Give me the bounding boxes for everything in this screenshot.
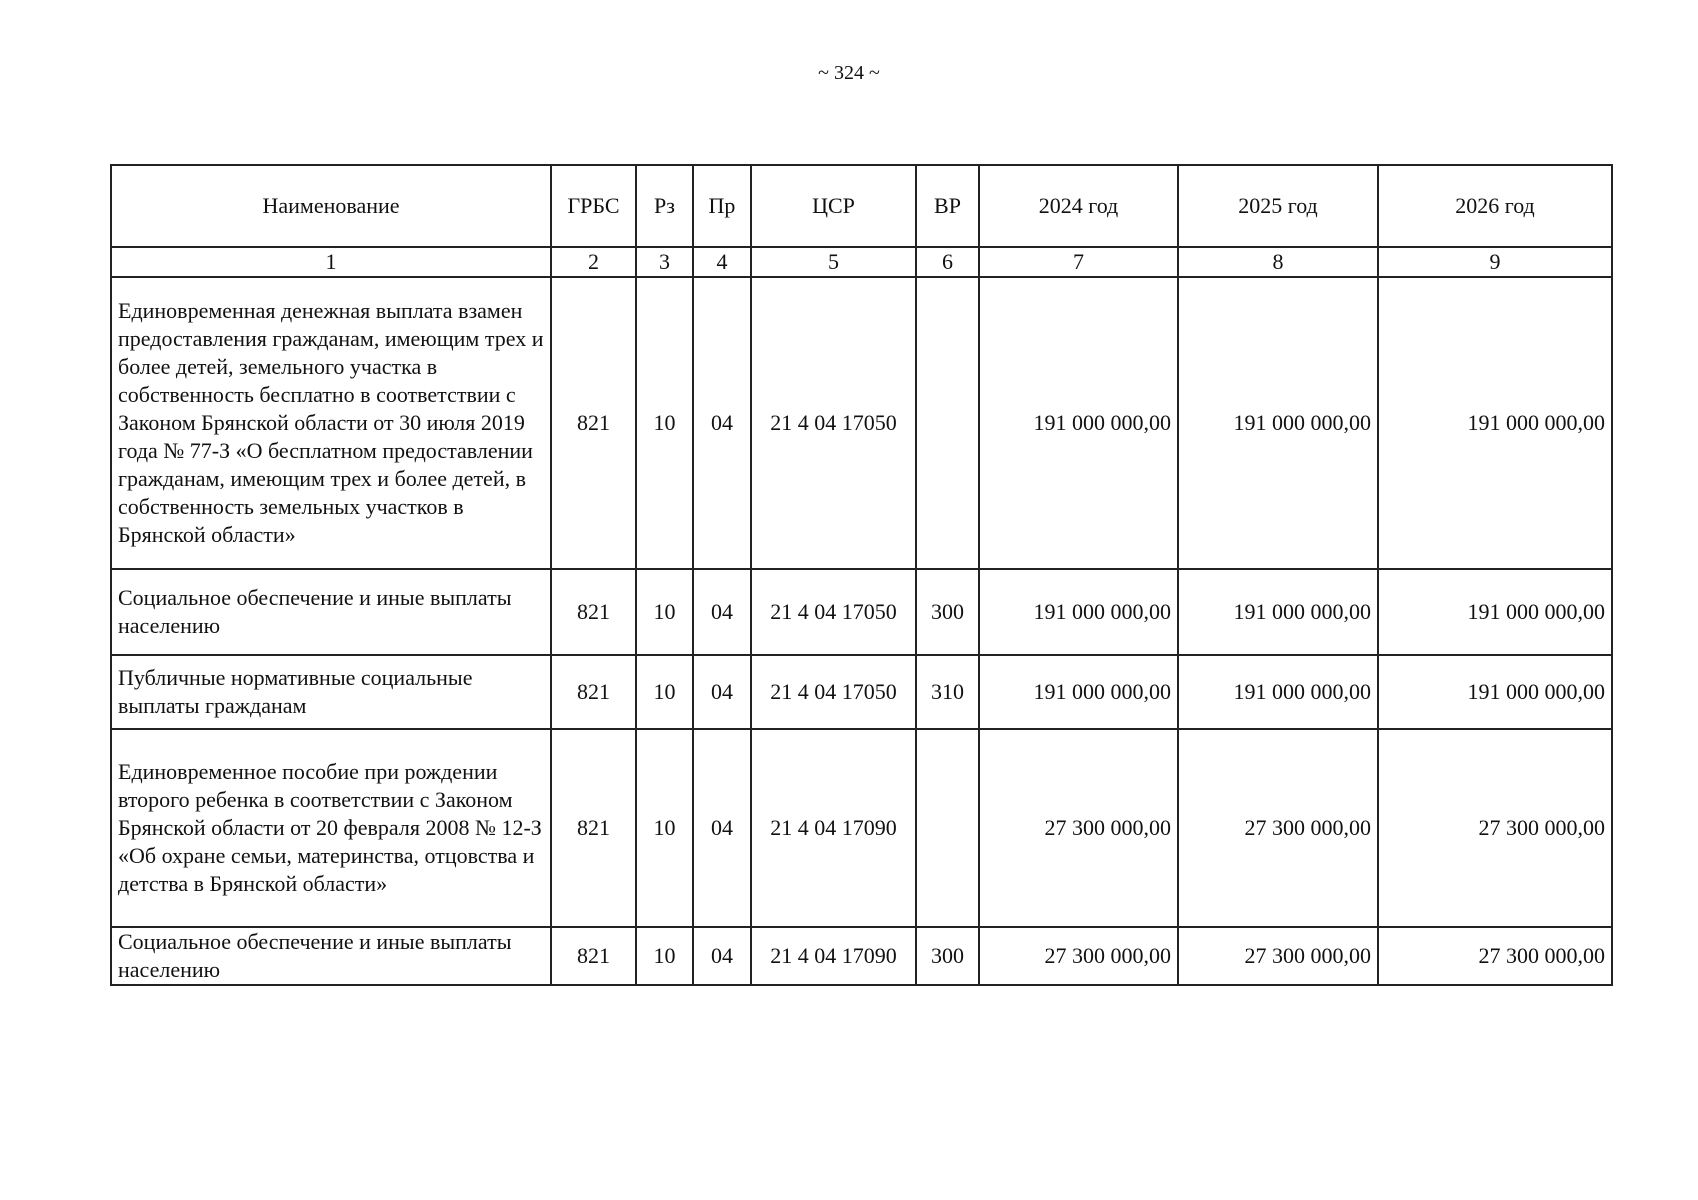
row-name: Публичные нормативные социальные выплаты гражданам bbox=[111, 655, 551, 729]
row-csr: 21 4 04 17050 bbox=[751, 655, 916, 729]
row-vr bbox=[916, 729, 979, 927]
header-grbs: ГРБС bbox=[551, 165, 636, 247]
row-grbs: 821 bbox=[551, 569, 636, 655]
row-pr: 04 bbox=[693, 927, 751, 985]
header-row bbox=[111, 165, 1612, 247]
row-amount-2025: 191 000 000,00 bbox=[1178, 569, 1378, 655]
column-number: 9 bbox=[1378, 247, 1612, 277]
row-name: Социальное обеспечение и иные выплаты населению bbox=[111, 927, 551, 985]
header-name: Наименование bbox=[111, 165, 551, 247]
column-number: 7 bbox=[979, 247, 1178, 277]
row-rz: 10 bbox=[636, 927, 693, 985]
row-rz: 10 bbox=[636, 569, 693, 655]
row-vr bbox=[916, 277, 979, 569]
header-rz: Рз bbox=[636, 165, 693, 247]
row-amount-2026: 191 000 000,00 bbox=[1378, 655, 1612, 729]
table-row bbox=[111, 729, 1612, 927]
header-vr: ВР bbox=[916, 165, 979, 247]
row-amount-2025: 27 300 000,00 bbox=[1178, 927, 1378, 985]
row-amount-2024: 27 300 000,00 bbox=[979, 927, 1178, 985]
row-amount-2026: 191 000 000,00 bbox=[1378, 569, 1612, 655]
row-csr: 21 4 04 17090 bbox=[751, 927, 916, 985]
row-pr: 04 bbox=[693, 655, 751, 729]
column-number: 3 bbox=[636, 247, 693, 277]
row-csr: 21 4 04 17090 bbox=[751, 729, 916, 927]
row-rz: 10 bbox=[636, 729, 693, 927]
table-row bbox=[111, 927, 1612, 985]
row-vr: 300 bbox=[916, 569, 979, 655]
table-row bbox=[111, 569, 1612, 655]
column-number: 2 bbox=[551, 247, 636, 277]
header-2025: 2025 год bbox=[1178, 165, 1378, 247]
row-amount-2026: 191 000 000,00 bbox=[1378, 277, 1612, 569]
row-grbs: 821 bbox=[551, 655, 636, 729]
row-grbs: 821 bbox=[551, 927, 636, 985]
column-number: 8 bbox=[1178, 247, 1378, 277]
row-name: Социальное обеспечение и иные выплаты населению bbox=[111, 569, 551, 655]
column-number: 6 bbox=[916, 247, 979, 277]
page-number: ~ 324 ~ bbox=[818, 62, 880, 84]
row-pr: 04 bbox=[693, 569, 751, 655]
row-amount-2024: 191 000 000,00 bbox=[979, 655, 1178, 729]
row-amount-2024: 27 300 000,00 bbox=[979, 729, 1178, 927]
column-number: 1 bbox=[111, 247, 551, 277]
header-2024: 2024 год bbox=[979, 165, 1178, 247]
table-row bbox=[111, 277, 1612, 569]
row-amount-2024: 191 000 000,00 bbox=[979, 277, 1178, 569]
row-amount-2026: 27 300 000,00 bbox=[1378, 729, 1612, 927]
column-number: 4 bbox=[693, 247, 751, 277]
row-rz: 10 bbox=[636, 277, 693, 569]
row-amount-2026: 27 300 000,00 bbox=[1378, 927, 1612, 985]
row-name: Единовременная денежная выплата взамен предоставления гражданам, имеющим трех и более детей, земельного участка в собственность бесплатно в соответствии с Законом Брянской области от 30 июля 2019 года № 77-З «О бесплатном предоставлении гражданам, имеющим трех и более детей, в собственность земельных участков в Брянской области» bbox=[111, 277, 551, 569]
row-amount-2024: 191 000 000,00 bbox=[979, 569, 1178, 655]
row-grbs: 821 bbox=[551, 729, 636, 927]
row-grbs: 821 bbox=[551, 277, 636, 569]
column-numbers-row bbox=[111, 247, 1612, 277]
row-csr: 21 4 04 17050 bbox=[751, 569, 916, 655]
row-rz: 10 bbox=[636, 655, 693, 729]
row-vr: 300 bbox=[916, 927, 979, 985]
header-pr: Пр bbox=[693, 165, 751, 247]
row-pr: 04 bbox=[693, 277, 751, 569]
column-number: 5 bbox=[751, 247, 916, 277]
header-csr: ЦСР bbox=[751, 165, 916, 247]
row-csr: 21 4 04 17050 bbox=[751, 277, 916, 569]
budget-table bbox=[110, 164, 1613, 986]
row-amount-2025: 27 300 000,00 bbox=[1178, 729, 1378, 927]
row-name: Единовременное пособие при рождении второго ребенка в соответствии с Законом Брянской области от 20 февраля 2008 № 12-З «Об охране семьи, материнства, отцовства и детства в Брянской области» bbox=[111, 729, 551, 927]
row-amount-2025: 191 000 000,00 bbox=[1178, 655, 1378, 729]
row-vr: 310 bbox=[916, 655, 979, 729]
row-amount-2025: 191 000 000,00 bbox=[1178, 277, 1378, 569]
header-2026: 2026 год bbox=[1378, 165, 1612, 247]
row-pr: 04 bbox=[693, 729, 751, 927]
table-row bbox=[111, 655, 1612, 729]
